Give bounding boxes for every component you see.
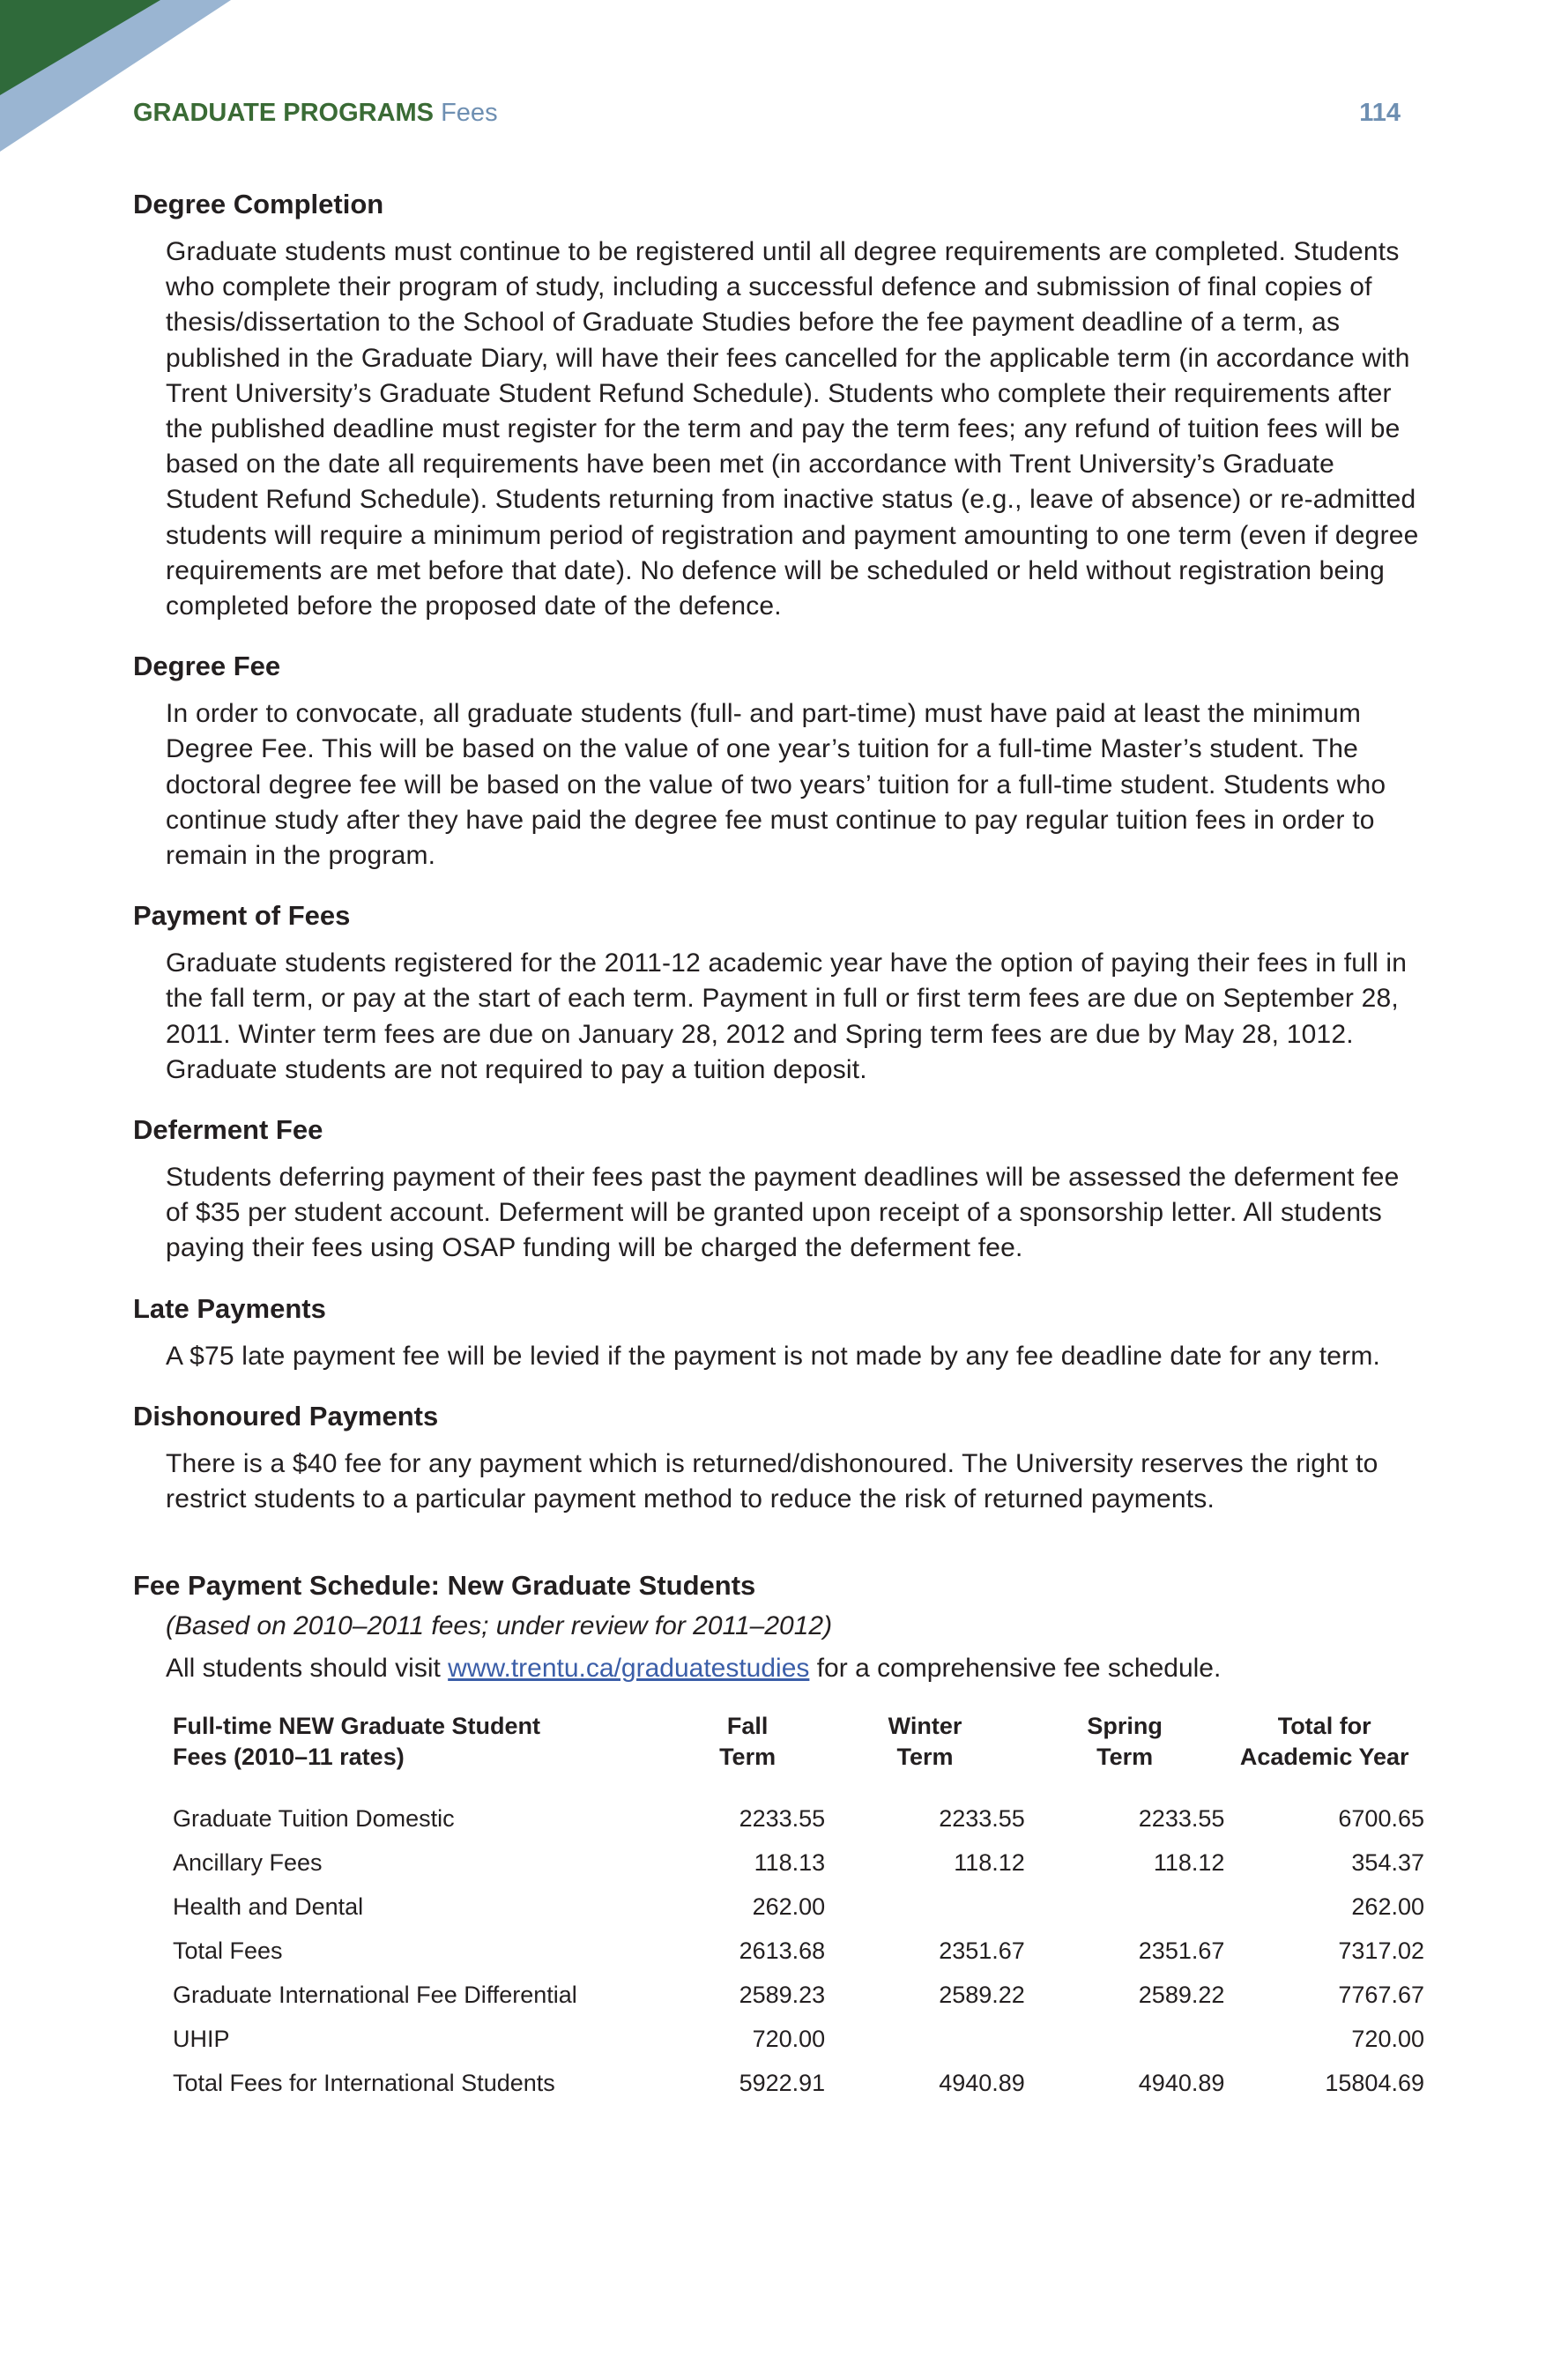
page-header <box>133 99 1401 134</box>
cell-fall: 720.00 <box>752 2026 826 2053</box>
row-label: Health and Dental <box>173 1893 364 1921</box>
header-line: Winter <box>888 1713 962 1740</box>
cell-winter: 2589.22 <box>939 1982 1025 2009</box>
cell-winter: 4940.89 <box>939 2070 1025 2097</box>
row-label: Total Fees for International Students <box>173 2070 555 2097</box>
cell-total: 720.00 <box>1351 2026 1424 2053</box>
schedule-title: Fee Payment Schedule: New Graduate Students <box>133 1570 756 1602</box>
section-title: Degree Fee <box>133 651 281 682</box>
corner-decoration <box>0 0 264 167</box>
table-row <box>173 2018 1424 2062</box>
cell-spring: 2589.22 <box>1138 1982 1225 2009</box>
graduate-studies-link[interactable]: www.trentu.ca/graduatestudies <box>448 1654 810 1684</box>
row-label: Ancillary Fees <box>173 1849 323 1877</box>
header-line: Term <box>896 1744 954 1771</box>
header-line: Spring <box>1087 1713 1163 1740</box>
table-row <box>173 2062 1424 2106</box>
section-dishonoured-payments <box>133 1399 1429 1517</box>
section-title: Deferment Fee <box>133 1114 323 1146</box>
table-row <box>173 1841 1424 1885</box>
cell-spring <box>1025 1885 1225 1930</box>
cell-fall: 5922.91 <box>739 2070 826 2097</box>
header-line: Academic Year <box>1239 1744 1409 1771</box>
section-title: Degree Completion <box>133 189 384 219</box>
cell-total: 6700.65 <box>1338 1805 1424 1833</box>
section-body: Graduate students must continue to be registered until all degree requirements are completed. Students who complete their program of study, including a successful defence and submission of final copies of thesis/dissertation to the School of Graduate Studies before the fee payment deadline of a term, as published in the Graduate Diary, will have their fees cancelled for the applicable term (in accordance with Trent University’s Graduate Student Refund Schedule). Students who complete their requirements after the published deadline must register for the term and pay the term fees; any refund of tuition fees will be based on the date all requirements have been met (in accordance with Trent University’s Graduate Student Refund Schedule). Students returning from inactive status (e.g., leave of absence) or re-admitted students will require a minimum period of registration and payment amounting to one term (even if degree requirements are met before that date). No defence will be scheduled or held without registration being completed before the proposed date of the defence. <box>166 237 1419 621</box>
section-title: Late Payments <box>133 1292 326 1324</box>
fee-table <box>173 1711 1424 2106</box>
cell-winter <box>825 2018 1025 2062</box>
section-title: Dishonoured Payments <box>133 1400 439 1432</box>
cell-winter <box>825 1885 1025 1930</box>
header-cell-winter <box>825 1711 1025 1797</box>
section-degree-completion <box>133 187 1429 624</box>
section-degree-fee <box>133 649 1429 874</box>
fee-table-body <box>173 1797 1424 2106</box>
schedule-visit-line <box>166 1651 1429 1686</box>
cell-total: 262.00 <box>1351 1893 1424 1921</box>
cell-fall: 118.13 <box>754 1849 826 1877</box>
cell-spring: 4940.89 <box>1138 2070 1225 2097</box>
header-line: Full-time NEW Graduate Student <box>173 1713 541 1740</box>
cell-winter: 2351.67 <box>939 1937 1025 1965</box>
section-body: In order to convocate, all graduate students (full- and part-time) must have paid at least the minimum Degree Fee. This will be based on the value of one year’s tuition for a full-time Master’s student. The doctoral degree fee will be based on the value of two years’ tuition for a full-time student. Students who continue study after they have paid the degree fee must continue to pay regular tuition fees in order to remain in the program. <box>166 699 1386 871</box>
section-body: Graduate students registered for the 2011-12 academic year have the option of paying their fees in full in the fall term, or pay at the start of each term. Payment in full or first term fees are due on September 28, 2011. Winter term fees are due on January 28, 2012 and Spring term fees are due by May 28, 1012. Graduate students are not required to pay a tuition deposit. <box>166 948 1408 1084</box>
section-late-payments <box>133 1291 1429 1374</box>
cell-spring <box>1025 2018 1225 2062</box>
header-cell-spring <box>1025 1711 1225 1797</box>
header-line: Term <box>1096 1744 1154 1771</box>
header-cell-fall <box>670 1711 825 1797</box>
page-content <box>133 187 1429 2106</box>
section-body: A $75 late payment fee will be levied if the payment is not made by any fee deadline date for any term. <box>166 1341 1381 1371</box>
header-line: Term <box>719 1744 776 1771</box>
fee-table-header-row <box>173 1711 1424 1797</box>
cell-total: 7767.67 <box>1338 1982 1424 2009</box>
table-row <box>173 1930 1424 1974</box>
cell-winter: 118.12 <box>954 1849 1025 1877</box>
header-title <box>133 99 498 128</box>
row-label: Graduate Tuition Domestic <box>173 1805 455 1833</box>
cell-spring: 2351.67 <box>1138 1937 1225 1965</box>
section-payment-of-fees <box>133 898 1429 1088</box>
page-number: 114 <box>1359 99 1401 127</box>
cell-fall: 262.00 <box>752 1893 826 1921</box>
cell-fall: 2613.68 <box>739 1937 826 1965</box>
cell-spring: 2233.55 <box>1138 1805 1225 1833</box>
fee-payment-schedule <box>133 1568 1429 2106</box>
section-title: Payment of Fees <box>133 900 351 932</box>
visit-prefix: All students should visit <box>166 1654 449 1684</box>
section-body: Students deferring payment of their fees past the payment deadlines will be assessed the deferment fee of $35 per student account. Deferment will be granted upon receipt of a sponsorship letter. All students paying their fees using OSAP funding will be charged the deferment fee. <box>166 1163 1400 1263</box>
cell-total: 7317.02 <box>1338 1937 1424 1965</box>
header-line: Fees (2010–11 rates) <box>173 1744 405 1771</box>
header-line: Total for <box>1277 1713 1371 1740</box>
header-line: Fall <box>726 1713 769 1740</box>
section-deferment-fee <box>133 1112 1429 1267</box>
table-row <box>173 1974 1424 2018</box>
cell-total: 15804.69 <box>1325 2070 1424 2097</box>
visit-suffix: for a comprehensive fee schedule. <box>809 1654 1222 1684</box>
header-section: GRADUATE PROGRAMS <box>133 99 435 127</box>
header-subsection: Fees <box>441 99 498 127</box>
row-label: Total Fees <box>173 1937 283 1965</box>
cell-winter: 2233.55 <box>939 1805 1025 1833</box>
row-label: Graduate International Fee Differential <box>173 1982 577 2009</box>
row-label: UHIP <box>173 2026 230 2053</box>
cell-fall: 2233.55 <box>739 1805 826 1833</box>
table-row <box>173 1797 1424 1841</box>
cell-total: 354.37 <box>1351 1849 1424 1877</box>
schedule-note: (Based on 2010–2011 fees; under review for 2011–2012) <box>166 1611 833 1641</box>
cell-fall: 2589.23 <box>739 1982 826 2009</box>
section-body: There is a $40 fee for any payment which is returned/dishonoured. The University reserves the right to restrict students to a particular payment method to reduce the risk of returned payments. <box>166 1448 1378 1514</box>
header-cell-total <box>1224 1711 1424 1797</box>
table-row <box>173 1885 1424 1930</box>
header-cell-description <box>173 1711 670 1797</box>
cell-spring: 118.12 <box>1153 1849 1225 1877</box>
